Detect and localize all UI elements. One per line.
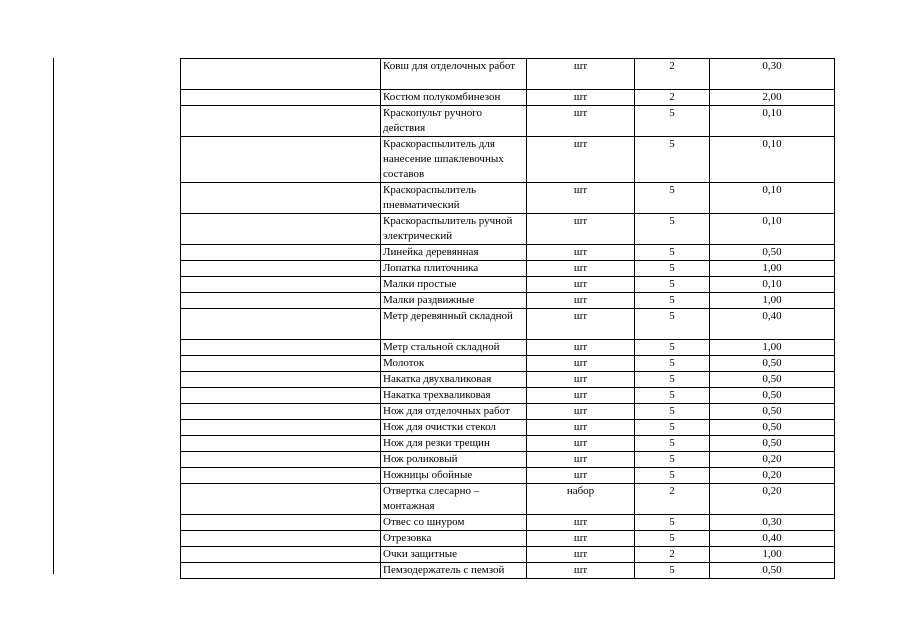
blank-cell	[181, 420, 381, 436]
service-years-cell: 2,00	[710, 90, 835, 106]
unit-cell: шт	[527, 452, 635, 468]
blank-cell	[181, 468, 381, 484]
service-years-cell: 0,30	[710, 59, 835, 90]
service-years-cell: 0,10	[710, 277, 835, 293]
item-name-cell: Очки защитные	[381, 547, 527, 563]
item-name-cell: Нож для очистки стекол	[381, 420, 527, 436]
unit-cell: шт	[527, 261, 635, 277]
item-name-cell: Накатка двухваликовая	[381, 372, 527, 388]
quantity-cell: 5	[635, 531, 710, 547]
quantity-cell: 5	[635, 277, 710, 293]
table-row	[181, 563, 835, 579]
table-row	[181, 436, 835, 452]
blank-cell	[181, 293, 381, 309]
blank-cell	[181, 356, 381, 372]
table-row	[181, 90, 835, 106]
quantity-cell: 5	[635, 137, 710, 183]
item-name-cell: Пемзодержатель с пемзой	[381, 563, 527, 579]
unit-cell: шт	[527, 59, 635, 90]
quantity-cell: 2	[635, 59, 710, 90]
table-row	[181, 277, 835, 293]
table-row	[181, 420, 835, 436]
unit-cell: шт	[527, 106, 635, 137]
blank-cell	[181, 245, 381, 261]
item-name-cell: Линейка деревянная	[381, 245, 527, 261]
table-row	[181, 404, 835, 420]
blank-cell	[181, 277, 381, 293]
service-years-cell: 0,50	[710, 356, 835, 372]
blank-cell	[181, 547, 381, 563]
service-years-cell: 0,40	[710, 309, 835, 340]
service-years-cell: 0,10	[710, 183, 835, 214]
service-years-cell: 1,00	[710, 547, 835, 563]
item-name-cell: Ножницы обойные	[381, 468, 527, 484]
service-years-cell: 0,20	[710, 452, 835, 468]
blank-cell	[181, 106, 381, 137]
unit-cell: шт	[527, 340, 635, 356]
blank-cell	[181, 137, 381, 183]
blank-cell	[181, 183, 381, 214]
service-years-cell: 0,50	[710, 372, 835, 388]
blank-cell	[181, 90, 381, 106]
item-name-cell: Краскораспылитель пневматический	[381, 183, 527, 214]
service-years-cell: 1,00	[710, 261, 835, 277]
item-name-cell: Ковш для отделочных работ	[381, 59, 527, 90]
service-years-cell: 0,50	[710, 245, 835, 261]
service-years-cell: 0,10	[710, 106, 835, 137]
item-name-cell: Метр стальной складной	[381, 340, 527, 356]
unit-cell: шт	[527, 547, 635, 563]
item-name-cell: Лопатка плиточника	[381, 261, 527, 277]
table-row	[181, 452, 835, 468]
table-row	[181, 531, 835, 547]
service-years-cell: 0,30	[710, 515, 835, 531]
service-years-cell: 1,00	[710, 340, 835, 356]
service-years-cell: 0,10	[710, 214, 835, 245]
service-years-cell: 0,20	[710, 468, 835, 484]
quantity-cell: 5	[635, 309, 710, 340]
quantity-cell: 5	[635, 183, 710, 214]
page-margin-line	[53, 58, 54, 574]
table-row	[181, 59, 835, 90]
blank-cell	[181, 452, 381, 468]
table-row	[181, 468, 835, 484]
blank-cell	[181, 214, 381, 245]
table-row	[181, 484, 835, 515]
table-row	[181, 309, 835, 340]
quantity-cell: 5	[635, 372, 710, 388]
item-name-cell: Краскораспылитель для нанесение шпаклевочных составов	[381, 137, 527, 183]
item-name-cell: Краскопульт ручного действия	[381, 106, 527, 137]
item-name-cell: Отрезовка	[381, 531, 527, 547]
quantity-cell: 5	[635, 245, 710, 261]
item-name-cell: Нож для отделочных работ	[381, 404, 527, 420]
blank-cell	[181, 436, 381, 452]
quantity-cell: 5	[635, 436, 710, 452]
service-years-cell: 0,40	[710, 531, 835, 547]
table-row	[181, 261, 835, 277]
blank-cell	[181, 515, 381, 531]
table-row	[181, 515, 835, 531]
blank-cell	[181, 484, 381, 515]
quantity-cell: 5	[635, 515, 710, 531]
unit-cell: шт	[527, 137, 635, 183]
unit-cell: шт	[527, 404, 635, 420]
equipment-table	[180, 58, 835, 579]
quantity-cell: 5	[635, 404, 710, 420]
quantity-cell: 5	[635, 261, 710, 277]
table-row	[181, 106, 835, 137]
blank-cell	[181, 563, 381, 579]
unit-cell: шт	[527, 468, 635, 484]
table-row	[181, 183, 835, 214]
table-row	[181, 372, 835, 388]
table-row	[181, 137, 835, 183]
quantity-cell: 5	[635, 356, 710, 372]
unit-cell: шт	[527, 214, 635, 245]
quantity-cell: 2	[635, 90, 710, 106]
unit-cell: шт	[527, 563, 635, 579]
quantity-cell: 2	[635, 547, 710, 563]
unit-cell: шт	[527, 277, 635, 293]
table-row	[181, 293, 835, 309]
quantity-cell: 2	[635, 484, 710, 515]
item-name-cell: Нож роликовый	[381, 452, 527, 468]
service-years-cell: 1,00	[710, 293, 835, 309]
item-name-cell: Костюм полукомбинезон	[381, 90, 527, 106]
quantity-cell: 5	[635, 468, 710, 484]
item-name-cell: Накатка трехваликовая	[381, 388, 527, 404]
blank-cell	[181, 59, 381, 90]
unit-cell: шт	[527, 309, 635, 340]
item-name-cell: Молоток	[381, 356, 527, 372]
service-years-cell: 0,50	[710, 404, 835, 420]
table-row	[181, 388, 835, 404]
blank-cell	[181, 340, 381, 356]
service-years-cell: 0,50	[710, 436, 835, 452]
unit-cell: шт	[527, 183, 635, 214]
unit-cell: шт	[527, 388, 635, 404]
item-name-cell: Метр деревянный складной	[381, 309, 527, 340]
service-years-cell: 0,20	[710, 484, 835, 515]
unit-cell: шт	[527, 436, 635, 452]
blank-cell	[181, 388, 381, 404]
table-row	[181, 356, 835, 372]
blank-cell	[181, 531, 381, 547]
quantity-cell: 5	[635, 106, 710, 137]
service-years-cell: 0,10	[710, 137, 835, 183]
blank-cell	[181, 309, 381, 340]
item-name-cell: Краскораспылитель ручной электрический	[381, 214, 527, 245]
table-row	[181, 245, 835, 261]
blank-cell	[181, 261, 381, 277]
unit-cell: шт	[527, 531, 635, 547]
unit-cell: шт	[527, 245, 635, 261]
item-name-cell: Малки простые	[381, 277, 527, 293]
quantity-cell: 5	[635, 452, 710, 468]
service-years-cell: 0,50	[710, 420, 835, 436]
quantity-cell: 5	[635, 420, 710, 436]
quantity-cell: 5	[635, 340, 710, 356]
table-row	[181, 340, 835, 356]
unit-cell: шт	[527, 356, 635, 372]
table-row	[181, 214, 835, 245]
unit-cell: шт	[527, 420, 635, 436]
unit-cell: шт	[527, 293, 635, 309]
unit-cell: шт	[527, 90, 635, 106]
unit-cell: шт	[527, 515, 635, 531]
quantity-cell: 5	[635, 388, 710, 404]
item-name-cell: Нож для резки трещин	[381, 436, 527, 452]
quantity-cell: 5	[635, 563, 710, 579]
quantity-cell: 5	[635, 293, 710, 309]
unit-cell: набор	[527, 484, 635, 515]
unit-cell: шт	[527, 372, 635, 388]
service-years-cell: 0,50	[710, 388, 835, 404]
item-name-cell: Отвертка слесарно – монтажная	[381, 484, 527, 515]
table-body	[181, 59, 835, 579]
blank-cell	[181, 372, 381, 388]
blank-cell	[181, 404, 381, 420]
item-name-cell: Малки раздвижные	[381, 293, 527, 309]
item-name-cell: Отвес со шнуром	[381, 515, 527, 531]
service-years-cell: 0,50	[710, 563, 835, 579]
quantity-cell: 5	[635, 214, 710, 245]
table-row	[181, 547, 835, 563]
